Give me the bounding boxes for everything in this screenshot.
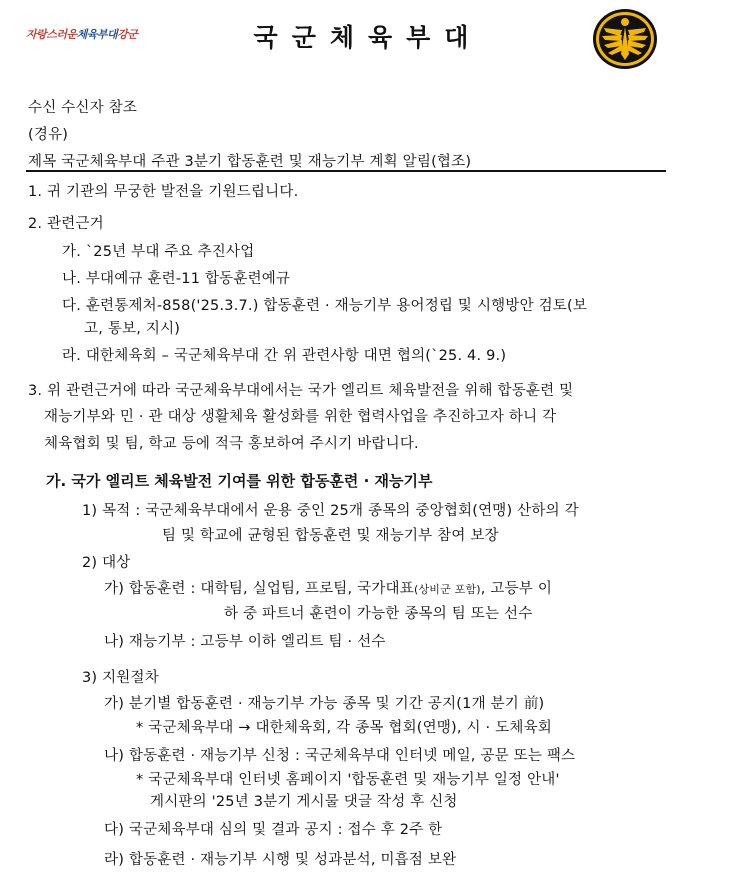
procedure-step-b-note2: 게시판의 '25년 3분기 게시물 댓글 작성 후 신청 [150,794,458,810]
reference-item-c: 다. 훈련통제처-858('25.3.7.) 합동훈련 · 재능기부 용어정립 및 시행방안 검토(보 [62,298,588,314]
target-talent-donation: 나) 재능기부 : 고등부 이하 엘리트 팀 · 선수 [104,634,386,650]
target-joint-training-text-end: , 고등부 이 [480,581,553,597]
paragraph-3-line3: 체육협회 및 팀, 학교 등에 적극 홍보하여 주시기 바랍니다. [44,436,419,452]
reference-item-a: 가. `25년 부대 주요 추진사업 [62,244,255,260]
procedure-step-d: 라) 합동훈련 · 재능기부 시행 및 성과분석, 미흡점 보완 [104,852,457,868]
procedure-step-a-note: * 국군체육부대 → 대한체육회, 각 종목 협회(연맹), 시 · 도체육회 [136,720,552,736]
procedure-step-b: 나) 합동훈련 · 재능기부 신청 : 국군체육부대 인터넷 메일, 공문 또는 팩스 [104,748,576,764]
paragraph-3-line1: 3. 위 관련근거에 따라 국군체육부대에서는 국가 엘리트 체육발전을 위해 합동훈련 및 [28,383,574,399]
reference-item-d: 라. 대한체육회 – 국군체육부대 간 위 관련사항 대면 협의(`25. 4. 9.) [62,348,507,364]
purpose-line1: 1) 목적 : 국군체육부대에서 운용 중인 25개 종목의 중앙협회(연맹) 산하의 각 [82,503,579,519]
purpose-line2: 팀 및 학교에 균형된 합동훈련 및 재능기부 참여 보장 [162,528,499,544]
target-joint-training-line2: 하 중 파트너 훈련이 가능한 종목의 팀 또는 선수 [224,606,533,622]
slogan-text-3: 강군 [117,28,138,41]
procedure-step-b-note1: * 국군체육부대 인터넷 홈페이지 '합동훈련 및 재능기부 일정 안내' [136,772,560,788]
document-title: 국군체육부대 [253,23,483,52]
via-line: (경유) [28,127,69,143]
procedure-step-a: 가) 분기별 합동훈련 · 재능기부 가능 종목 및 기간 공지(1개 분기 前) [104,696,545,712]
subject-line: 제목 국군체육부대 주관 3분기 합동훈련 및 재능기부 계획 알림(협조) [28,154,472,170]
eagle-emblem-icon [592,8,658,70]
target-joint-training-note: (상비군 포함) [413,583,481,596]
procedure-step-c: 다) 국군체육부대 심의 및 결과 공지 : 접수 후 2주 한 [104,822,443,838]
slogan-text-1: 자랑스러운 [26,28,77,41]
section-a-heading: 가. 국가 엘리트 체육발전 기여를 위한 합동훈련 · 재능기부 [46,472,433,490]
target-joint-training-text: 가) 합동훈련 : 대학팀, 실업팀, 프로팀, 국가대표 [104,581,414,597]
procedure-heading: 3) 지원절차 [82,670,159,686]
slogan-text-2: 체육부대 [76,28,118,41]
paragraph-2-heading: 2. 관련근거 [28,216,104,232]
subject-divider [26,170,666,172]
target-heading: 2) 대상 [82,555,131,571]
target-joint-training-line1 [104,577,552,598]
reference-item-b: 나. 부대예규 훈련-11 합동훈련예규 [62,271,291,287]
paragraph-3-line2: 재능기부와 민 · 관 대상 생활체육 활성화를 위한 협력사업을 추진하고자 하니 각 [44,409,557,425]
reference-item-c-cont: 고, 통보, 지시) [84,321,181,337]
recipient-line: 수신 수신자 참조 [28,100,138,116]
paragraph-1: 1. 귀 기관의 무궁한 발전을 기원드립니다. [28,184,299,200]
